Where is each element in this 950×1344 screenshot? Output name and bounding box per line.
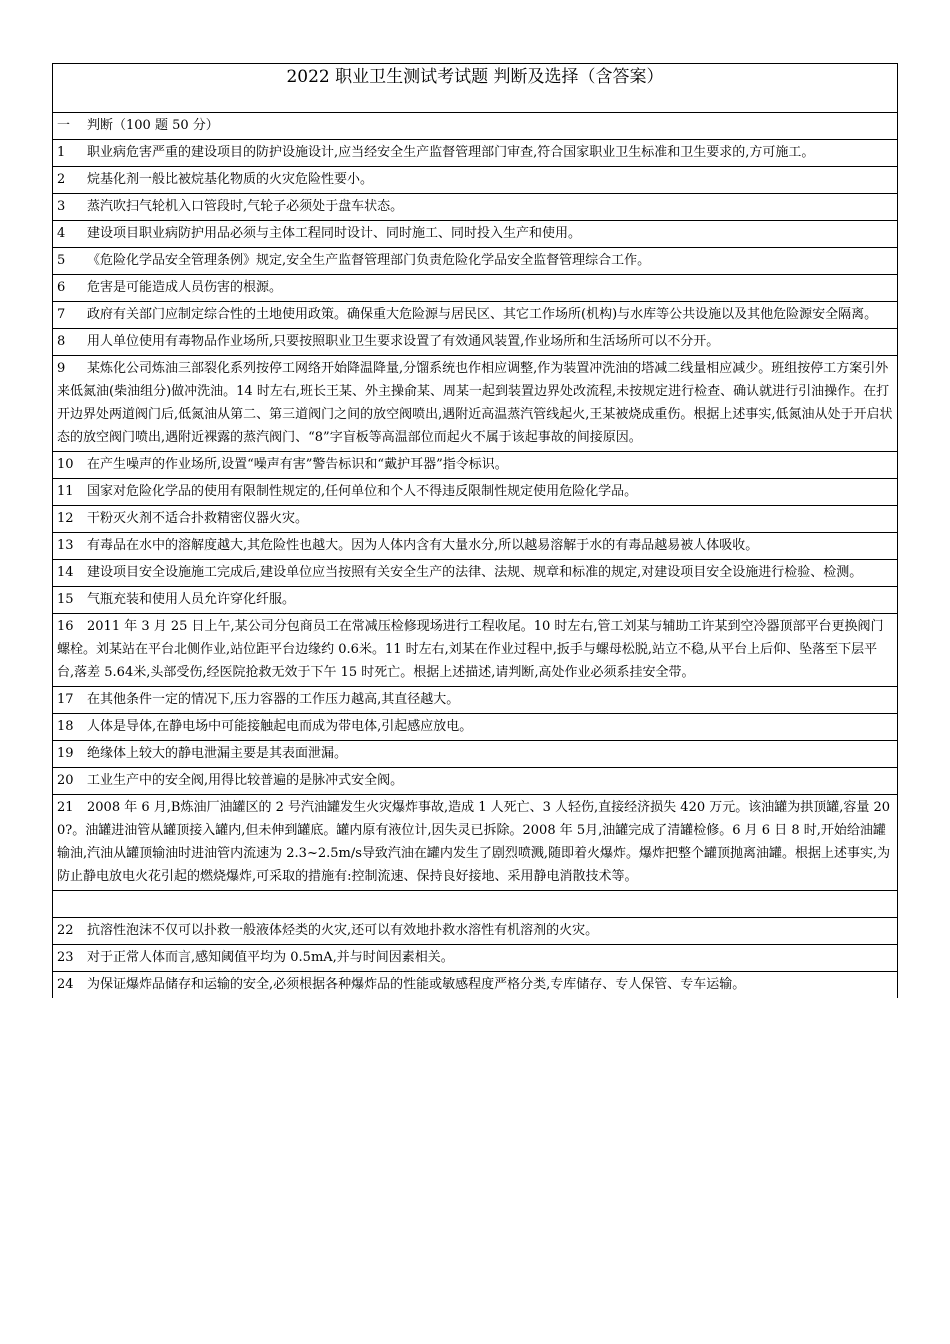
question-cell [53, 614, 898, 687]
question-text: 2011 年 3 月 25 日上午,某公司分包商员工在常减压检修现场进行工程收尾。10 时左右,管工刘某与辅助工许某到空冷器顶部平台更换阀门螺栓。刘某站在平台北侧作业,站位距平台边缘约 0.6米。11 时左右,刘某在作业过程中,扳手与螺母松脱,站立不稳,从平台上后仰、坠落至下层平台,落差 5.64米,头部受伤,经医院抢救无效于下午 15 时死亡。根据上述描述,请判断,高处作业必须系挂安全带。 [57, 619, 884, 680]
question-text: 绝缘体上较大的静电泄漏主要是其表面泄漏。 [87, 746, 348, 761]
question-cell [53, 194, 898, 221]
question-number: 11 [57, 484, 74, 499]
question-row [53, 972, 898, 999]
question-number: 21 [57, 800, 74, 815]
question-text: 在产生噪声的作业场所,设置“噪声有害”警告标识和“戴护耳器”指令标识。 [87, 457, 508, 472]
question-number: 16 [57, 619, 74, 634]
section-label: 判断（100 题 50 分） [87, 118, 219, 133]
question-row [53, 918, 898, 945]
question-number: 23 [57, 950, 74, 965]
question-number: 20 [57, 773, 74, 788]
question-number: 7 [57, 307, 66, 322]
question-cell [53, 945, 898, 972]
question-cell [53, 356, 898, 452]
question-row [53, 587, 898, 614]
question-number: 14 [57, 565, 74, 580]
question-row [53, 768, 898, 795]
question-cell [53, 506, 898, 533]
question-cell [53, 714, 898, 741]
question-text: 《危险化学品安全管理条例》规定,安全生产监督管理部门负责危险化学品安全监督管理综合工作。 [87, 253, 651, 268]
question-cell [53, 275, 898, 302]
question-number: 4 [57, 226, 66, 241]
question-cell [53, 795, 898, 891]
question-row [53, 275, 898, 302]
section-row [53, 113, 898, 140]
question-text: 用人单位使用有毒物品作业场所,只要按照职业卫生要求设置了有效通风装置,作业场所和生活场所可以不分开。 [87, 334, 720, 349]
question-number: 19 [57, 746, 74, 761]
question-row [53, 302, 898, 329]
question-text: 抗溶性泡沫不仅可以扑救一般液体烃类的火灾,还可以有效地扑救水溶性有机溶剂的火灾。 [87, 923, 599, 938]
question-cell [53, 560, 898, 587]
question-text: 人体是导体,在静电场中可能接触起电而成为带电体,引起感应放电。 [87, 719, 473, 734]
question-row [53, 560, 898, 587]
question-number: 2 [57, 172, 66, 187]
question-number: 10 [57, 457, 74, 472]
question-row [53, 506, 898, 533]
question-cell [53, 533, 898, 560]
question-cell [53, 587, 898, 614]
question-cell [53, 302, 898, 329]
question-row [53, 714, 898, 741]
question-number: 12 [57, 511, 74, 526]
question-number: 3 [57, 199, 66, 214]
question-cell [53, 248, 898, 275]
question-number: 13 [57, 538, 74, 553]
question-row [53, 329, 898, 356]
question-row [53, 248, 898, 275]
exam-table [52, 63, 898, 998]
question-number: 18 [57, 719, 74, 734]
question-row [53, 167, 898, 194]
title-row [53, 64, 898, 113]
question-text: 烷基化剂一般比被烷基化物质的火灾危险性要小。 [87, 172, 374, 187]
question-text: 职业病危害严重的建设项目的防护设施设计,应当经安全生产监督管理部门审查,符合国家职业卫生标准和卫生要求的,方可施工。 [87, 145, 815, 160]
question-cell [53, 741, 898, 768]
question-text: 蒸汽吹扫气轮机入口管段时,气轮子必须处于盘车状态。 [87, 199, 404, 214]
question-cell [53, 768, 898, 795]
question-text: 工业生产中的安全阀,用得比较普遍的是脉冲式安全阀。 [87, 773, 404, 788]
section-header [53, 113, 898, 140]
question-cell [53, 891, 898, 918]
question-text: 某炼化公司炼油三部裂化系列按停工网络开始降温降量,分馏系统也作相应调整,作为装置冲洗油的塔减二线量相应减少。班组按停工方案引外来低氮油(柴油组分)做冲洗油。14 时左右,班长王某、外主操俞某、周某一起到装置边界处改流程,未按规定进行检查、确认就进行引油操作。在打开边界处两道阀门后,低氮油从第二、第三道阀门之间的放空阀喷出,遇附近高温蒸汽管线起火,王某被烧成重伤。根据上述事实,低氮油从处于开启状态的放空阀门喷出,遇附近裸露的蒸汽阀门、“8”字盲板等高温部位而起火不属于该起事故的间接原因。 [57, 361, 893, 445]
question-row [53, 891, 898, 918]
question-text: 在其他条件一定的情况下,压力容器的工作压力越高,其直径越大。 [87, 692, 460, 707]
question-row [53, 479, 898, 506]
question-row [53, 356, 898, 452]
question-number: 15 [57, 592, 74, 607]
question-text: 建设项目职业病防护用品必须与主体工程同时设计、同时施工、同时投入生产和使用。 [87, 226, 582, 241]
question-text: 2008 年 6 月,B炼油厂油罐区的 2 号汽油罐发生火灾爆炸事故,造成 1 人死亡、3 人轻伤,直接经济损失 420 万元。该油罐为拱顶罐,容量 200?。油罐进油管从罐顶接入罐内,但未伸到罐底。罐内原有液位计,因失灵已拆除。2008 年 5月,油罐完成了清罐检修。6 月 6 日 8 时,开始给油罐输油,汽油从罐顶输油时进油管内流速为 2.3~2.5m/s导致汽油在罐内发生了剧烈喷溅,随即着火爆炸。爆炸把整个罐顶抛离油罐。根据上述事实,为防止静电放电火花引起的燃烧爆炸,可采取的措施有:控制流速、保持良好接地、采用静电消散技术等。 [57, 800, 891, 884]
question-text: 对于正常人体而言,感知阈值平均为 0.5mA,并与时间因素相关。 [87, 950, 454, 965]
question-text: 建设项目安全设施施工完成后,建设单位应当按照有关安全生产的法律、法规、规章和标准的规定,对建设项目安全设施进行检验、检测。 [87, 565, 863, 580]
page-title: 2022 职业卫生测试考试题 判断及选择（含答案） [53, 64, 898, 113]
question-row [53, 452, 898, 479]
question-row [53, 140, 898, 167]
question-number: 6 [57, 280, 66, 295]
question-row [53, 945, 898, 972]
question-number: 24 [57, 977, 74, 992]
question-number: 9 [57, 361, 66, 376]
question-cell [53, 972, 898, 999]
question-row [53, 795, 898, 891]
section-number: 一 [57, 118, 71, 133]
question-cell [53, 479, 898, 506]
question-text: 政府有关部门应制定综合性的土地使用政策。确保重大危险源与居民区、其它工作场所(机构)与水库等公共设施以及其他危险源安全隔离。 [87, 307, 878, 322]
question-number: 22 [57, 923, 74, 938]
question-text: 危害是可能造成人员伤害的根源。 [87, 280, 283, 295]
question-row [53, 741, 898, 768]
question-text: 为保证爆炸品储存和运输的安全,必须根据各种爆炸品的性能或敏感程度严格分类,专库储存、专人保管、专车运输。 [87, 977, 746, 992]
question-number: 17 [57, 692, 74, 707]
question-cell [53, 687, 898, 714]
question-text: 气瓶充装和使用人员允许穿化纤服。 [87, 592, 296, 607]
question-row [53, 614, 898, 687]
question-row [53, 533, 898, 560]
question-row [53, 687, 898, 714]
question-number: 1 [57, 145, 66, 160]
question-row [53, 221, 898, 248]
question-cell [53, 329, 898, 356]
question-number: 8 [57, 334, 66, 349]
question-cell [53, 452, 898, 479]
question-cell [53, 221, 898, 248]
question-text: 国家对危险化学品的使用有限制性规定的,任何单位和个人不得违反限制性规定使用危险化学品。 [87, 484, 638, 499]
question-cell [53, 918, 898, 945]
question-cell [53, 167, 898, 194]
question-cell [53, 140, 898, 167]
question-number: 5 [57, 253, 66, 268]
question-text: 干粉灭火剂不适合扑救精密仪器火灾。 [87, 511, 309, 526]
question-text: 有毒品在水中的溶解度越大,其危险性也越大。因为人体内含有大量水分,所以越易溶解于水的有毒品越易被人体吸收。 [87, 538, 759, 553]
question-row [53, 194, 898, 221]
